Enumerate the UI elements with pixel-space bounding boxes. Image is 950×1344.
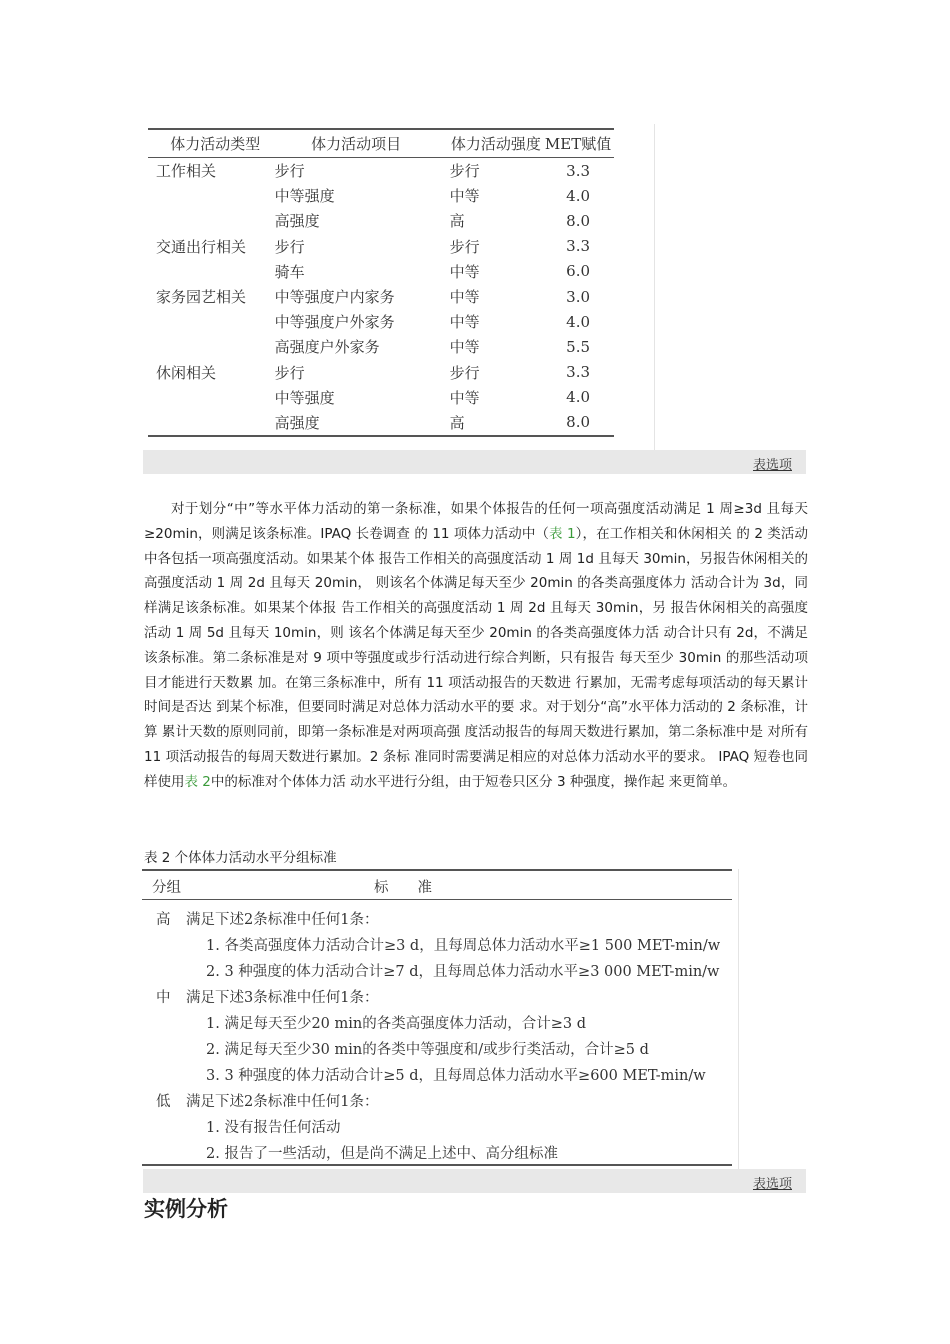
table-cell: 6.0 [566,262,591,281]
criterion-row [142,1112,732,1138]
criterion-text: 1. 满足每天至少20 min的各类高强度体力活动，合计≥3 d [206,1016,586,1032]
table-cell: 步行 [449,162,480,181]
table-cell: 家务园艺相关 [156,288,247,307]
table1-options-link[interactable]: 表选项 [752,458,792,473]
criterion-row [142,1008,732,1034]
group-name: 低 [156,1094,171,1110]
table2-caption: 表 2 个体体力活动水平分组标准 [144,850,337,866]
table-row [148,183,614,208]
table1-link[interactable]: 表 1 [549,525,576,542]
table-cell: 工作相关 [156,162,217,181]
table1-figure [138,124,655,450]
table-cell [148,183,275,208]
header-cell: MET赋值 [542,129,614,158]
table-row [148,309,614,334]
table-row [148,234,614,259]
table-cell: 步行 [449,237,480,256]
criterion-text: 1. 没有报告任何活动 [206,1120,341,1136]
group-name: 中 [156,990,171,1006]
table-cell: 步行 [274,162,305,181]
header-cell: 分组 [152,880,181,896]
table-cell: 4.0 [566,186,591,205]
table2-options-link[interactable]: 表选项 [752,1177,792,1192]
table-header-row [148,129,614,158]
table-cell: 8.0 [542,410,614,436]
table-cell: 中等强度 [274,388,335,407]
group-name: 高 [156,912,171,928]
criterion-row [142,956,732,982]
table-cell [148,334,275,359]
table-cell: 中等 [449,338,480,357]
table-row [148,385,614,410]
group-row [142,1086,732,1112]
table-cell [148,259,275,284]
criterion-row [142,1034,732,1060]
table-cell: 3.3 [566,161,591,180]
table-row [148,259,614,284]
table-cell: 4.0 [566,388,591,407]
table-cell: 中等强度 [274,187,335,206]
table-cell: 高 [449,212,465,231]
body-paragraph [144,497,808,795]
table-row [148,208,614,233]
criterion-text: 2. 满足每天至少30 min的各类中等强度和/或步行类活动，合计≥5 d [206,1042,649,1058]
table-row [148,410,614,436]
table-cell: 中等强度户外家务 [274,313,395,332]
criterion-row [142,1060,732,1086]
table-cell: 高 [438,410,543,436]
criterion-text: 1. 各类高强度体力活动合计≥3 d，且每周总体力活动水平≥1 500 MET-min/w [206,938,721,954]
table2-figure [138,869,739,1169]
table-cell: 高强度 [275,410,438,436]
grouping-table [142,869,732,1166]
table-cell: 步行 [274,237,305,256]
group-lead: 满足下述2条标准中任何1条： [186,912,379,928]
table-cell: 8.0 [566,211,591,230]
criterion-text: 2. 3 种强度的体力活动合计≥7 d，且每周总体力活动水平≥3 000 MET-min/w [206,964,720,980]
table-header-row [142,869,732,900]
table-cell [148,208,275,233]
paragraph-text: 对于划分“中”等水平体力活动的第一条标准，如果个体报告的任何一项高强度活动满足 1 周≥3d 且每天≥20min，则满足该条标准。IPAQ 长卷调查 的 11 项体力活动中（ [144,501,808,542]
header-cell: 体力活动项目 [275,129,438,158]
criterion-text: 3. 3 种强度的体力活动合计≥5 d，且每周总体力活动水平≥600 MET-min/w [206,1068,706,1084]
met-table [148,128,614,437]
table-cell: 3.3 [566,363,591,382]
table-cell: 高强度户外家务 [274,338,380,357]
table-row [148,334,614,359]
paragraph-text: ），在工作相关和休闲相关 的 2 类活动中各包括一项高强度活动。如果某个体 报告工作相关的高强度活动 1 周 1d 且每天 30min，另报告休闲相关的高强度活动 1 周 2d 且每天 20min， 则该名个体满足每天至少 20min 的各类高强度体力 活动合计为 3d，同样满足该条标准。如果某个体报 告工作相关的高强度活动 1 周 2d 且每天 30min，另 报告休闲相关的高强度活动 1 周 5d 且每天 10min，则 该名个体满足每天至少 20min 的各类高强度体力活 动合计只有 2d，不满足该条标准。第二条标准是对 9 项中等强度或步行活动进行综合判断，只有报告 每天至少 30min 的那些活动项目才能进行天数累 加。在第三条标准中，所有 11 项活动报告的天数进 行累加，无需考虑每项活动的每天累计时间是否达 到某个标准，但要同时满足对总体力活动水平的要 求。对于划分“高”水平体力活动的 2 条标准，计算 累计天数的原则同前，即第一条标准是对两项高强 度活动报告的每周天数进行累加，第二条标准中是 对所有 11 项活动报告的每周天数进行累加。2 条标 准同时需要满足相应的对总体力活动水平的要求。 IPAQ 短卷也同样使用 [144,525,808,790]
table-cell: 5.5 [566,337,591,356]
criterion-text: 2. 报告了一些活动，但是尚不满足上述中、高分组标准 [206,1146,558,1162]
group-row [142,904,732,930]
header-cell: 标 准 [374,880,432,896]
table-cell: 中等 [449,262,480,281]
table2-options-bar [143,1169,806,1193]
table-cell: 休闲相关 [156,363,217,382]
header-cell: 体力活动类型 [148,129,275,158]
table-cell: 交通出行相关 [156,237,247,256]
criterion-row [142,930,732,956]
table-row [148,360,614,385]
table-cell: 中等 [449,187,480,206]
table-cell: 高强度 [274,212,320,231]
paragraph-text: 中的标准对个体体力活 动水平进行分组，由于短卷只区分 3 种强度，操作起 来更简单。 [210,773,737,790]
group-lead: 满足下述2条标准中任何1条： [186,1094,379,1110]
table-row [148,284,614,309]
table-cell: 4.0 [566,312,591,331]
table-cell [148,385,275,410]
table-cell: 步行 [274,363,305,382]
table-cell: 步行 [449,363,480,382]
table-cell: 3.0 [566,287,591,306]
table-cell: 中等强度户内家务 [274,288,395,307]
table-cell: 中等 [449,313,480,332]
table-row [148,158,614,184]
criterion-row [142,1138,732,1166]
table-cell: 中等 [449,288,480,307]
table-cell [148,410,275,436]
table-cell: 中等 [449,388,480,407]
header-cell: 体力活动强度 [438,129,543,158]
table-cell [148,309,275,334]
group-row [142,982,732,1008]
table2-link[interactable]: 表 2 [184,773,211,790]
table-cell: 骑车 [274,262,305,281]
table-cell: 3.3 [566,237,591,256]
section-heading: 实例分析 [144,1197,228,1221]
table1-options-bar [143,450,806,474]
group-lead: 满足下述3条标准中任何1条： [186,990,379,1006]
